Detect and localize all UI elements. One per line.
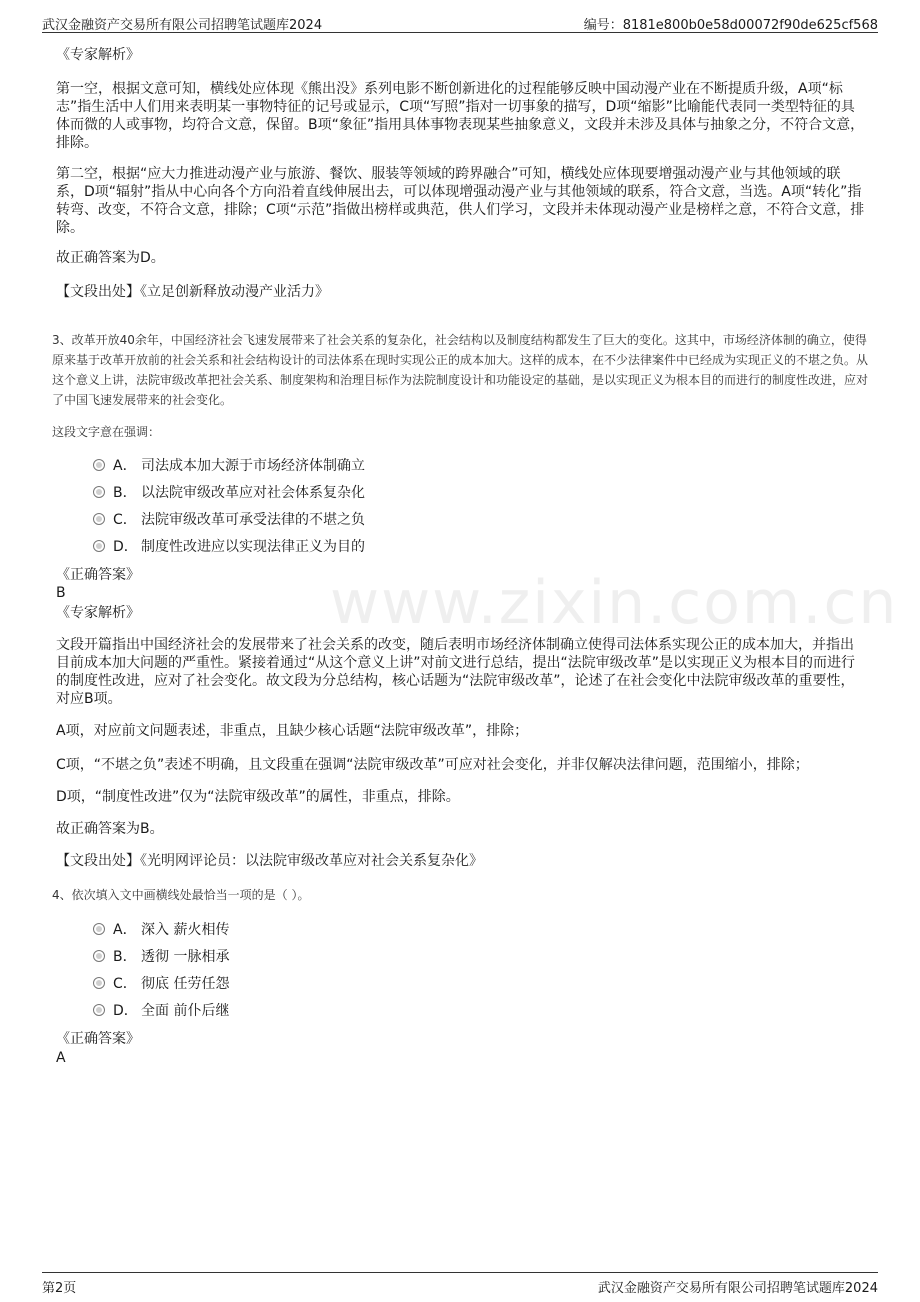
option-letter: A． — [113, 922, 137, 938]
watermark: www.zixin.com.cn — [330, 568, 899, 638]
q3-note-c: C项，“不堪之负”表述不明确，且文段重在强调“法院审级改革”可应对社会变化，并非仅解决法律问题，范围缩小，排除； — [56, 757, 809, 773]
q3-conclusion: 故正确答案为B。 — [56, 821, 164, 837]
radio-icon[interactable] — [93, 977, 105, 989]
option-text: 深入 薪火相传 — [141, 922, 230, 938]
q3-note-d: D项，“制度性改进”仅为“法院审级改革”的属性，非重点，排除。 — [56, 789, 460, 805]
q3-option-b[interactable] — [93, 483, 365, 503]
q3-stem: 3、改革开放40余年，中国经济社会飞速发展带来了社会关系的复杂化，社会结构以及制度结构都发生了巨大的变化。这其中，市场经济体制的确立，使得原来基于改革开放前的社会关系和社会结构设计的司法体系在现时实现公正的成本加大。这样的成本，在不少法律案件中已经成为实现正义的不堪之负。从这个意义上讲，法院审级改革把社会关系、制度架构和治理目标作为法院制度设计和功能设定的基础，是以实现正义为根本目的而进行的制度性改进，应对了中国飞速发展带来的社会变化。 — [52, 333, 869, 407]
footer-title: 武汉金融资产交易所有限公司招聘笔试题库2024 — [597, 1281, 878, 1296]
page-header — [42, 12, 878, 33]
page-footer — [42, 1272, 878, 1296]
q3-analysis: 文段开篇指出中国经济社会的发展带来了社会关系的改变，随后表明市场经济体制确立使得司法体系实现公正的成本加大，并指出目前成本加大问题的严重性。紧接着通过“从这个意义上讲”对前文进行总结，提出“法院审级改革”是以实现正义为根本目的而进行的制度性改进，应对了社会变化。故文段为分总结构，核心话题为“法院审级改革”，论述了在社会变化中法院审级改革的重要性，对应B项。 — [56, 637, 856, 707]
q2-analysis-para2: 第二空，根据“应大力推进动漫产业与旅游、餐饮、服装等领域的跨界融合”可知，横线处应体现要增强动漫产业与其他领域的联系，D项“辐射”指从中心向各个方向沿着直线伸展出去，可以体现增强动漫产业与其他领域的联系，符合文意，当选。A项“转化”指转弯、改变，不符合文意，排除；C项“示范”指做出榜样或典范，供人们学习，文段并未体现动漫产业是榜样之意，不符合文意，排除。 — [56, 166, 865, 236]
q2-analysis-para1: 第一空，根据文意可知，横线处应体现《熊出没》系列电影不断创新进化的过程能够反映中国动漫产业在不断提质升级，A项“标志”指生活中人们用来表明某一事物特征的记号或显示，C项“写照”指对一切事象的描写，D项“缩影”比喻能代表同一类型特征的具体而微的人或事物，均符合文意，保留。B项“象征”指用具体事物表现某些抽象意义，文段并未涉及具体与抽象之分，不符合文意，排除。 — [56, 81, 865, 151]
option-letter: D． — [113, 1003, 138, 1019]
q3-prompt: 这段文字意在强调： — [52, 425, 161, 439]
q3-analysis-label: 《专家解析》 — [56, 605, 140, 621]
q4-stem: 4、依次填入文中画横线处最恰当一项的是（ ）。 — [52, 888, 310, 902]
option-letter: A． — [113, 458, 137, 474]
q3-option-d[interactable] — [93, 537, 365, 557]
option-letter: D． — [113, 539, 138, 555]
option-text: 透彻 一脉相承 — [141, 949, 230, 965]
q2-analysis-label: 《专家解析》 — [56, 47, 140, 63]
q2-source: 【文段出处】《立足创新释放动漫产业活力》 — [56, 284, 329, 300]
q4-option-d[interactable] — [93, 1001, 229, 1021]
option-text: 制度性改进应以实现法律正义为目的 — [141, 539, 365, 555]
radio-icon[interactable] — [93, 1004, 105, 1016]
option-letter: C． — [113, 512, 137, 528]
q4-option-c[interactable] — [93, 974, 229, 994]
radio-icon[interactable] — [93, 540, 105, 552]
q3-note-a: A项，对应前文问题表述，非重点，且缺少核心话题“法院审级改革”，排除； — [56, 723, 529, 739]
q4-option-a[interactable] — [93, 920, 229, 940]
option-text: 以法院审级改革应对社会体系复杂化 — [141, 485, 365, 501]
option-text: 彻底 任劳任怨 — [141, 976, 230, 992]
radio-icon[interactable] — [93, 459, 105, 471]
q4-answer-label: 《正确答案》 — [56, 1031, 140, 1047]
q3-answer-label: 《正确答案》 — [56, 567, 140, 583]
radio-icon[interactable] — [93, 923, 105, 935]
header-title: 武汉金融资产交易所有限公司招聘笔试题库2024 — [42, 18, 323, 33]
q2-conclusion: 故正确答案为D。 — [56, 250, 165, 266]
radio-icon[interactable] — [93, 486, 105, 498]
q3-source: 【文段出处】《光明网评论员：以法院审级改革应对社会关系复杂化》 — [56, 853, 483, 869]
option-text: 法院审级改革可承受法律的不堪之负 — [141, 512, 365, 528]
q4-answer: A — [56, 1050, 66, 1066]
option-text: 全面 前仆后继 — [141, 1003, 230, 1019]
q3-option-c[interactable] — [93, 510, 365, 530]
q3-answer: B — [56, 585, 66, 601]
option-letter: B． — [113, 949, 137, 965]
footer-page: 第2页 — [42, 1281, 77, 1296]
option-letter: C． — [113, 976, 137, 992]
radio-icon[interactable] — [93, 513, 105, 525]
option-text: 司法成本加大源于市场经济体制确立 — [141, 458, 365, 474]
option-letter: B． — [113, 485, 137, 501]
radio-icon[interactable] — [93, 950, 105, 962]
q3-option-a[interactable] — [93, 456, 365, 476]
q4-option-b[interactable] — [93, 947, 229, 967]
header-code: 编号：8181e800b0e58d00072f90de625cf568 — [583, 18, 878, 33]
